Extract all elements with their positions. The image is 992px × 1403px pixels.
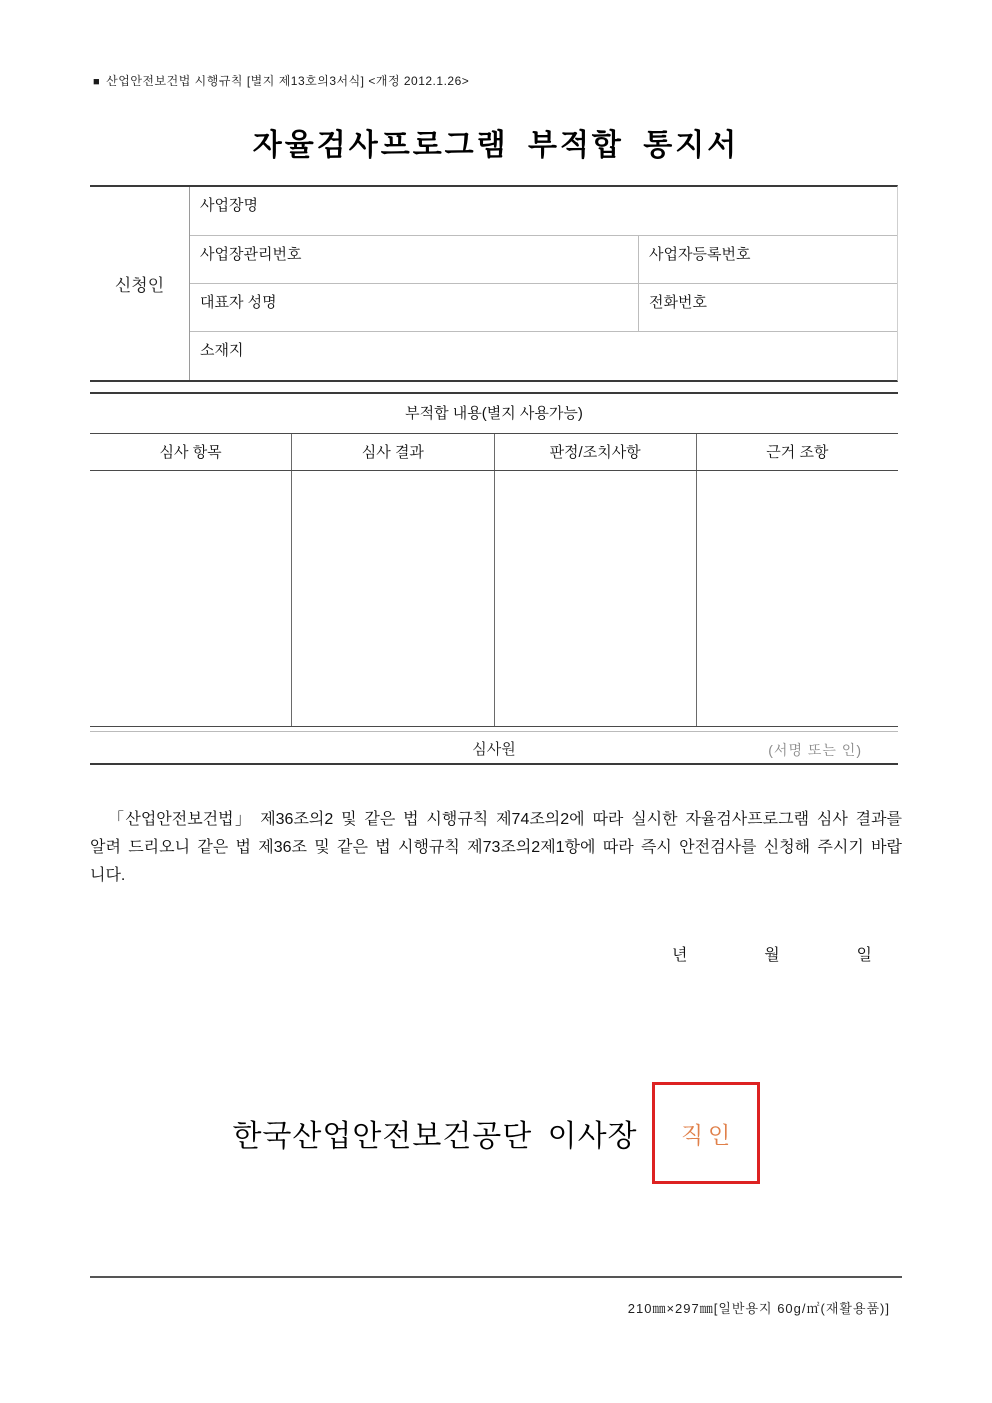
column-header-judgement-action: 판정/조치사항 bbox=[494, 434, 696, 470]
signature-note: (서명 또는 인) bbox=[768, 742, 862, 758]
regulation-note-text: 산업안전보건법 시행규칙 [별지 제13호의3서식] <개정 2012.1.26> bbox=[106, 74, 470, 88]
official-stamp-box bbox=[652, 1082, 760, 1184]
field-mgmt-no: 사업장관리번호 bbox=[200, 246, 302, 263]
applicant-row-3 bbox=[190, 283, 897, 331]
empty-cell-legal-basis bbox=[696, 471, 898, 726]
nonconformity-body-row bbox=[90, 471, 898, 727]
stamp-label: 직인 bbox=[680, 1121, 736, 1148]
date-month-label: 월 bbox=[764, 947, 780, 964]
applicant-row-2 bbox=[190, 235, 897, 283]
date-line bbox=[672, 942, 872, 965]
nonconformity-section-title: 부적합 내용(별지 사용가능) bbox=[90, 394, 898, 434]
issuing-authority-title: 한국산업안전보건공단 이사장 bbox=[232, 1120, 638, 1153]
applicant-table bbox=[90, 185, 898, 382]
column-header-legal-basis: 근거 조항 bbox=[696, 434, 898, 470]
field-address: 소재지 bbox=[190, 331, 897, 380]
regulation-note bbox=[93, 72, 469, 89]
square-bullet-icon: ■ bbox=[93, 76, 101, 88]
applicant-fields bbox=[190, 187, 897, 380]
signature-block bbox=[90, 1082, 902, 1184]
reviewer-label: 심사원 bbox=[472, 741, 516, 758]
empty-cell-audit-item bbox=[90, 471, 291, 726]
bottom-divider bbox=[90, 1276, 902, 1278]
date-year-label: 년 bbox=[672, 947, 688, 964]
field-biz-reg-no: 사업자등록번호 bbox=[638, 236, 897, 283]
column-header-audit-item: 심사 항목 bbox=[159, 444, 222, 461]
page-title: 자율검사프로그램 부적합 통지서 bbox=[252, 129, 740, 162]
notice-paragraph: 「산업안전보건법」 제36조의2 및 같은 법 시행규칙 제74조의2에 따라 실시한 자율검사프로그램 심사 결과를 알려 드리오니 같은 법 제36조 및 같은 법 시행규칙 제73조의2제1항에 따라 즉시 안전검사를 신청해 주시기 바랍니다. bbox=[90, 811, 902, 884]
applicant-row-label: 신청인 bbox=[90, 187, 190, 380]
field-rep-name: 대표자 성명 bbox=[200, 294, 277, 311]
date-day-label: 일 bbox=[856, 947, 872, 964]
empty-cell-audit-result bbox=[291, 471, 493, 726]
nonconformity-table bbox=[90, 392, 898, 765]
paper-spec-note: 210㎜×297㎜[일반용지 60g/㎡(재활용품)] bbox=[627, 1301, 890, 1316]
field-business-name: 사업장명 bbox=[200, 197, 258, 214]
column-header-audit-result: 심사 결과 bbox=[291, 434, 493, 470]
nonconformity-header-row bbox=[90, 434, 898, 471]
field-phone: 전화번호 bbox=[638, 284, 897, 331]
reviewer-row bbox=[90, 731, 898, 765]
empty-cell-judgement-action bbox=[494, 471, 696, 726]
